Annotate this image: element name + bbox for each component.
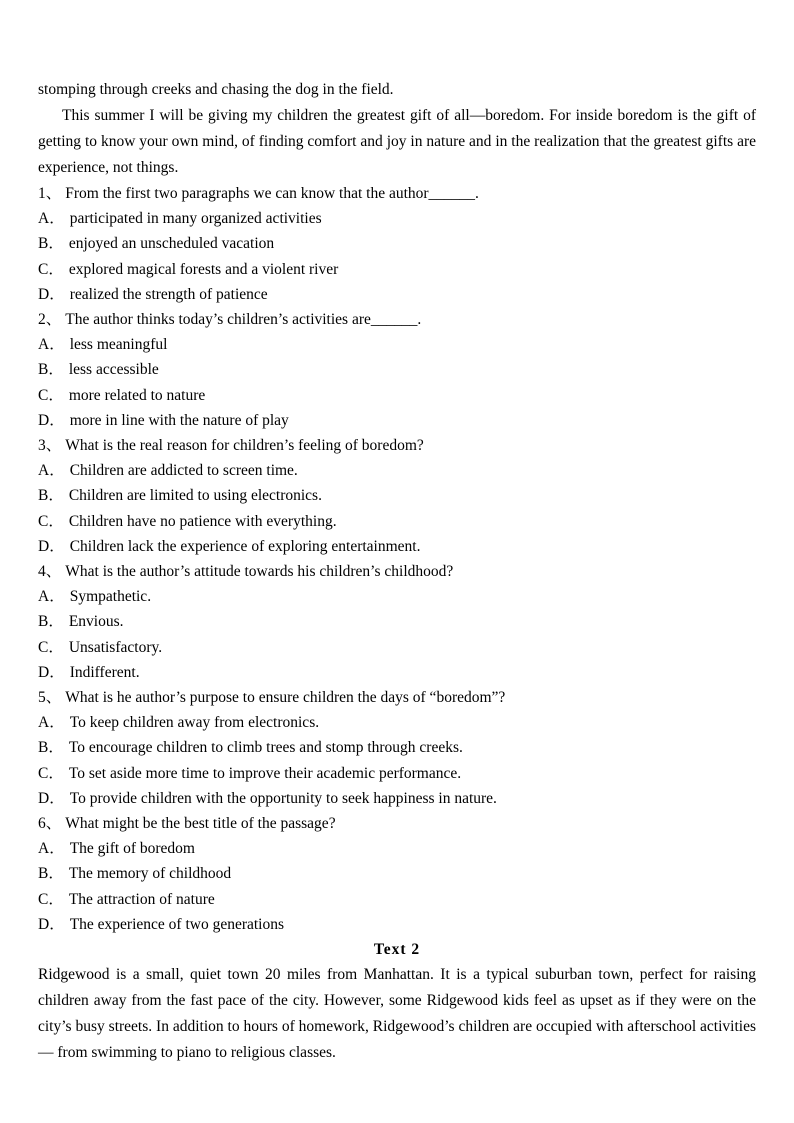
option-line: [38, 383, 756, 408]
option-text: The memory of childhood: [68, 865, 232, 883]
option-label: D．: [38, 789, 65, 807]
option-text: The gift of boredom: [69, 840, 195, 858]
option-label: C．: [38, 764, 64, 782]
option-text: To keep children away from electronics.: [69, 714, 320, 732]
option-label: C．: [38, 512, 64, 530]
question-stem: The author thinks today’s children’s activities are______.: [65, 311, 422, 329]
option-text: Sympathetic.: [69, 588, 152, 606]
option-text: realized the strength of patience: [69, 285, 268, 303]
question-number: 3、: [38, 437, 62, 455]
option-text: participated in many organized activities: [69, 210, 322, 228]
question-line: [38, 181, 756, 206]
section-title: Text 2: [373, 941, 421, 959]
question-block: [38, 559, 756, 685]
option-line: [38, 887, 756, 912]
option-text: The experience of two generations: [69, 915, 285, 933]
option-line: [38, 609, 756, 634]
intro-paragraph: This summer I will be giving my children the greatest gift of all—boredom. For inside boredom is the gift of getting to know your own mind, of finding comfort and joy in nature and in the realization that the greatest gifts are experience, not things.: [38, 107, 756, 176]
option-text: To provide children with the opportunity to seek happiness in nature.: [69, 789, 497, 807]
question-stem: What is the author’s attitude towards his children’s childhood?: [65, 563, 454, 581]
option-label: B．: [38, 739, 64, 757]
question-stem: What is the real reason for children’s feeling of boredom?: [65, 437, 424, 455]
option-line: [38, 206, 756, 231]
option-line: [38, 509, 756, 534]
option-text: Children have no patience with everything.: [68, 512, 337, 530]
option-label: C．: [38, 890, 64, 908]
option-text: explored magical forests and a violent river: [68, 260, 339, 278]
option-text: less meaningful: [69, 336, 168, 354]
question-line: [38, 433, 756, 458]
question-line: [38, 811, 756, 836]
option-text: Unsatisfactory.: [68, 638, 163, 656]
option-text: Children are limited to using electronics.: [68, 487, 322, 505]
option-line: [38, 836, 756, 861]
questions-section: [38, 181, 756, 937]
question-line: [38, 307, 756, 332]
option-label: A．: [38, 588, 65, 606]
question-block: [38, 433, 756, 559]
option-label: B．: [38, 487, 64, 505]
option-line: [38, 861, 756, 886]
paragraph-continuation: stomping through creeks and chasing the dog in the field.: [38, 81, 394, 98]
option-label: C．: [38, 638, 64, 656]
option-text: To encourage children to climb trees and stomp through creeks.: [68, 739, 463, 757]
option-label: B．: [38, 613, 64, 631]
question-number: 6、: [38, 815, 62, 833]
option-line: [38, 534, 756, 559]
option-line: [38, 231, 756, 256]
question-number: 2、: [38, 311, 62, 329]
option-line: [38, 458, 756, 483]
question-stem: What might be the best title of the passage?: [65, 815, 336, 833]
option-label: A．: [38, 462, 65, 480]
option-line: [38, 357, 756, 382]
option-line: [38, 584, 756, 609]
option-text: more in line with the nature of play: [69, 411, 289, 429]
question-stem: From the first two paragraphs we can know that the author______.: [65, 185, 479, 202]
option-line: [38, 483, 756, 508]
text2-paragraph: Ridgewood is a small, quiet town 20 miles from Manhattan. It is a typical suburban town, perfect for raising children away from the fast pace of the city. However, some Ridgewood kids feel as upset as if they were on the city’s busy streets. In addition to hours of homework, Ridgewood’s children are occupied with afterschool activities — from swimming to piano to religious classes.: [38, 966, 756, 1062]
question-line: [38, 685, 756, 710]
question-block: [38, 307, 756, 433]
option-label: A．: [38, 336, 65, 354]
option-line: [38, 635, 756, 660]
question-number: 4、: [38, 563, 62, 581]
option-label: A．: [38, 840, 65, 858]
option-label: D．: [38, 915, 65, 933]
question-number: 5、: [38, 689, 62, 707]
option-text: less accessible: [68, 361, 159, 379]
option-line: [38, 257, 756, 282]
option-line: [38, 761, 756, 786]
option-label: D．: [38, 411, 65, 429]
option-line: [38, 912, 756, 937]
option-line: [38, 786, 756, 811]
option-label: A．: [38, 714, 65, 732]
option-text: Indifferent.: [69, 663, 140, 681]
option-label: B．: [38, 361, 64, 379]
option-text: more related to nature: [68, 386, 206, 404]
option-label: D．: [38, 537, 65, 555]
option-text: To set aside more time to improve their academic performance.: [68, 764, 462, 782]
option-line: [38, 735, 756, 760]
option-label: C．: [38, 386, 64, 404]
option-line: [38, 660, 756, 685]
option-line: [38, 710, 756, 735]
option-text: Envious.: [68, 613, 124, 631]
option-line: [38, 282, 756, 307]
option-label: B．: [38, 235, 64, 253]
option-text: Children lack the experience of exploring entertainment.: [69, 537, 421, 555]
option-label: D．: [38, 285, 65, 303]
question-block: [38, 181, 756, 307]
option-text: enjoyed an unscheduled vacation: [68, 235, 275, 253]
option-label: D．: [38, 663, 65, 681]
option-text: The attraction of nature: [68, 890, 215, 908]
option-label: B．: [38, 865, 64, 883]
option-line: [38, 408, 756, 433]
option-label: C．: [38, 260, 64, 278]
question-block: [38, 685, 756, 811]
question-number: 1、: [38, 185, 62, 202]
option-label: A．: [38, 210, 65, 228]
option-line: [38, 332, 756, 357]
question-block: [38, 811, 756, 937]
option-text: Children are addicted to screen time.: [69, 462, 298, 480]
question-stem: What is he author’s purpose to ensure children the days of “boredom”?: [65, 689, 506, 707]
question-line: [38, 559, 756, 584]
